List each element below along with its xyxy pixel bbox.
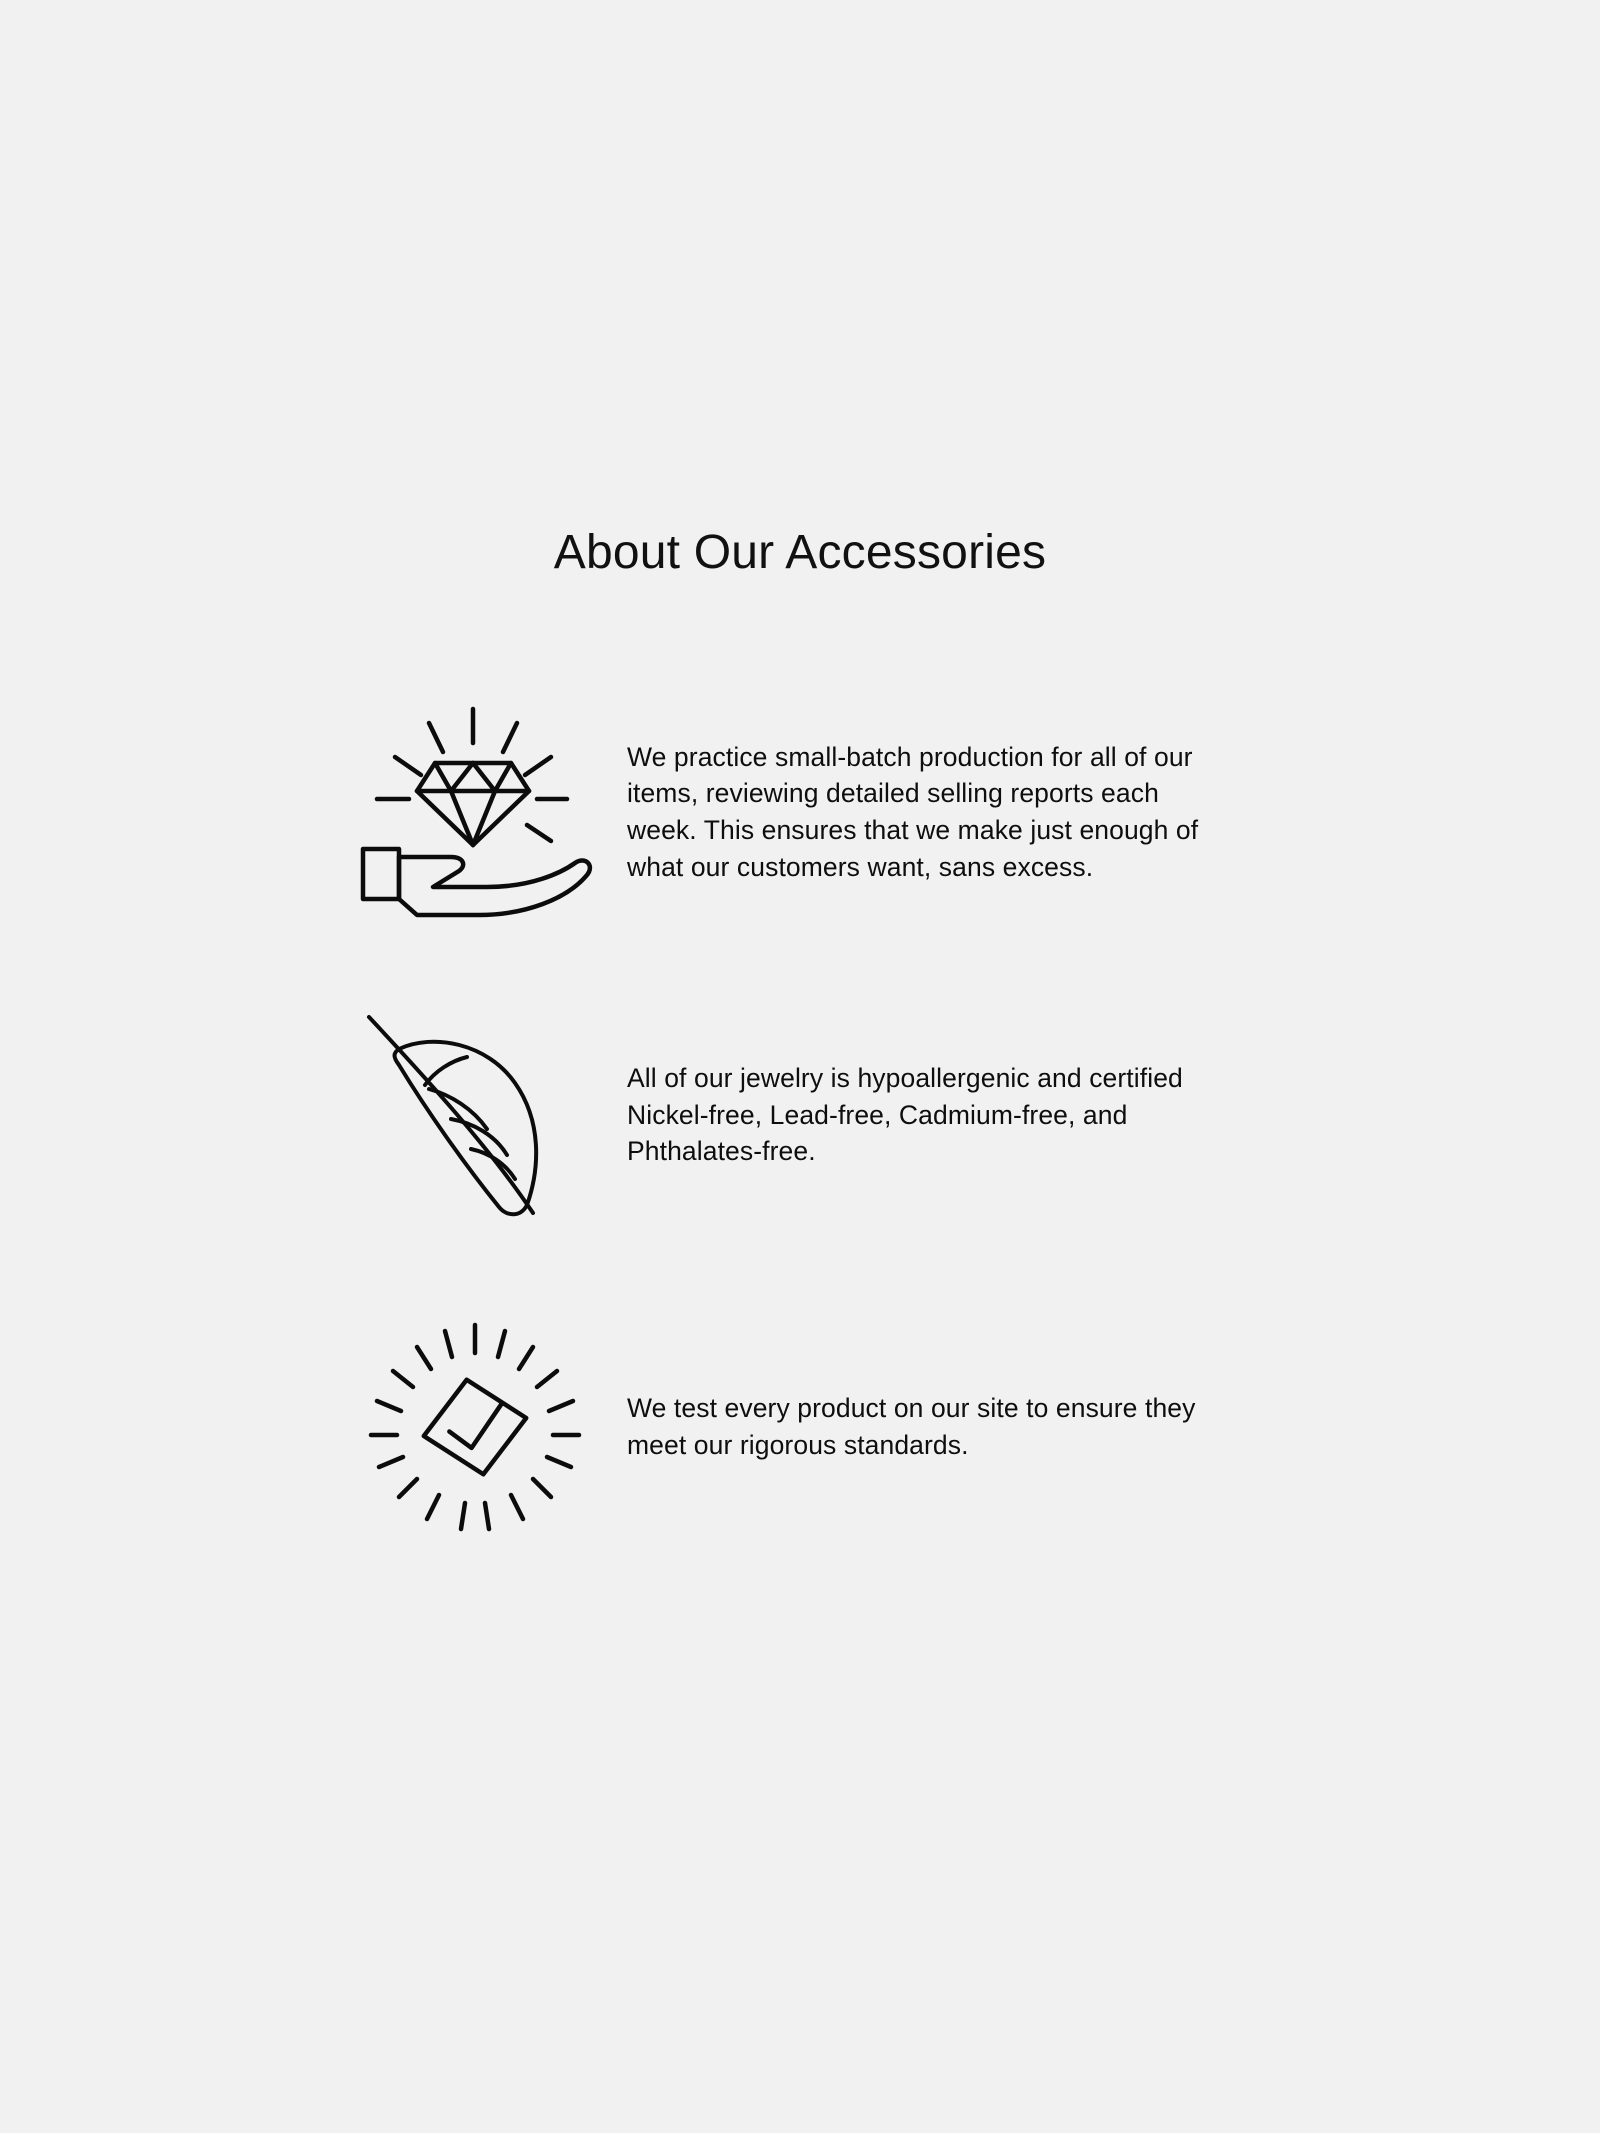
feature-item [345, 660, 1255, 960]
feature-item [345, 970, 1255, 1260]
feature-item [345, 1282, 1255, 1572]
feature-list [345, 660, 1255, 1572]
page-title: About Our Accessories [553, 526, 1047, 580]
hand-holding-diamond-icon [345, 695, 605, 925]
feather-icon [345, 1005, 605, 1225]
feature-description: We test every product on our site to ensure they meet our rigorous standards. [627, 1393, 1196, 1460]
sparkling-checkmark-icon [345, 1317, 605, 1537]
feature-description: We practice small-batch production for all of our items, reviewing detailed selling reports each week. This ensures that we make just enough of what our customers want, sans excess. [627, 741, 1199, 882]
feature-description: All of our jewelry is hypoallergenic and certified Nickel-free, Lead-free, Cadmium-free, and Phthalates-free. [627, 1063, 1183, 1167]
